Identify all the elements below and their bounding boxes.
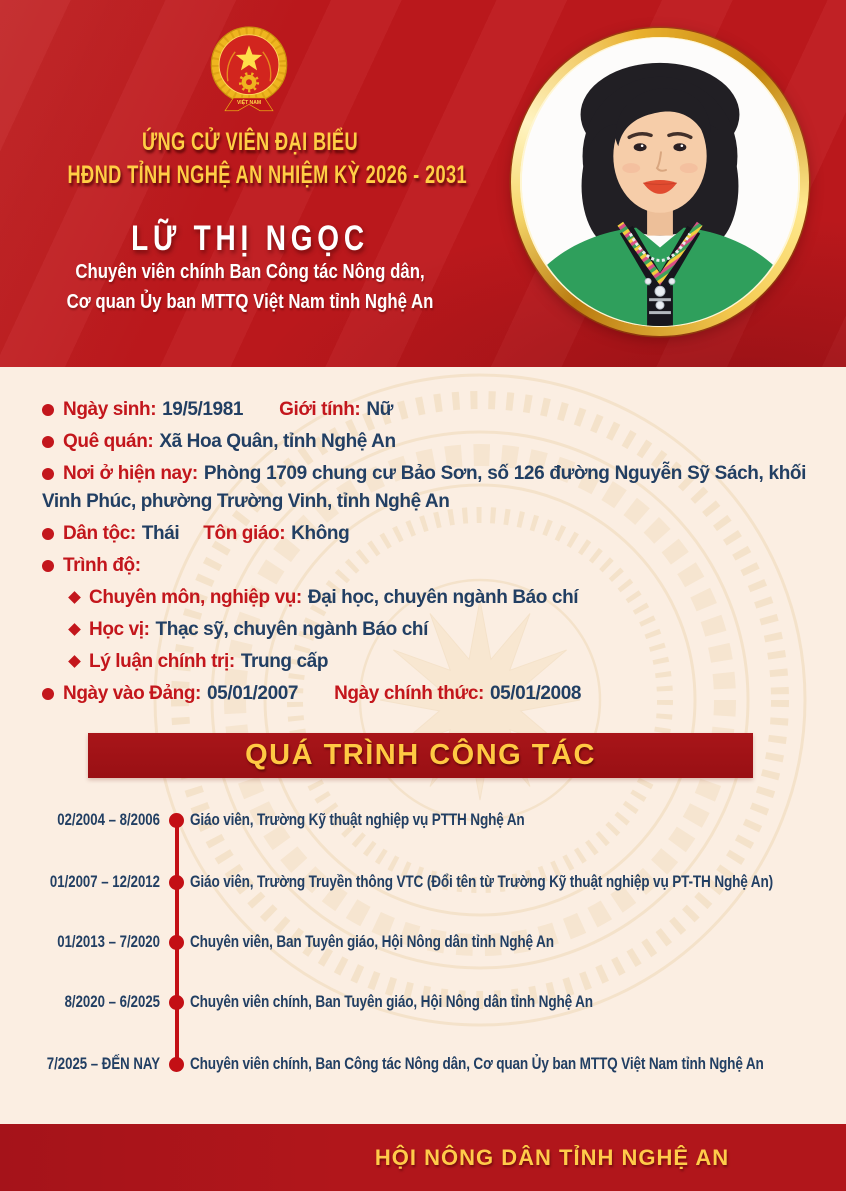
info-row-edu-prof (42, 584, 806, 612)
emblem-banner-text: VIỆT NAM (236, 99, 262, 106)
hometown-value: Xã Hoa Quân, tỉnh Nghệ An (159, 431, 396, 452)
party-join-label: Ngày vào Đảng: (63, 683, 201, 704)
poster-title-line2: HĐND TỈNH NGHỆ AN NHIỆM KỲ 2026 - 2031 (67, 161, 468, 189)
bullet-icon (42, 436, 54, 448)
timeline-dot (169, 995, 184, 1010)
bullet-icon (42, 688, 54, 700)
edu-degree-value: Thạc sỹ, chuyên ngành Báo chí (155, 619, 428, 640)
career-section-title: QUÁ TRÌNH CÔNG TÁC (245, 739, 596, 771)
timeline-dot (169, 875, 184, 890)
footer-organization: HỘI NÔNG DÂN TỈNH NGHỆ AN (374, 1145, 730, 1170)
info-row-ethnicity (42, 520, 806, 548)
residence-value: Phòng 1709 chung cư Bảo Sơn, số 126 đường Nguyễn Sỹ Sách, khối Vinh Phúc, phường Trường Vinh, tỉnh Nghệ An (42, 463, 806, 512)
info-row-education (42, 552, 806, 580)
personal-info-section (42, 396, 806, 708)
bullet-icon (42, 468, 54, 480)
poster-title-line1: ỨNG CỬ VIÊN ĐẠI BIỂU (141, 128, 359, 156)
candidate-portrait-illustration (520, 37, 800, 327)
candidate-position-line2: Cơ quan Ủy ban MTTQ Việt Nam tỉnh Nghệ An (66, 290, 434, 313)
timeline-role: Chuyên viên, Ban Tuyên giáo, Hội Nông dân tỉnh Nghệ An (190, 932, 554, 951)
timeline-period: 01/2013 – 7/2020 (57, 933, 160, 951)
party-official-value: 05/01/2008 (489, 683, 582, 704)
bullet-icon (42, 404, 54, 416)
residence-label: Nơi ở hiện nay: (63, 463, 198, 484)
diamond-icon (68, 623, 81, 636)
candidate-position-line1: Chuyên viên chính Ban Công tác Nông dân, (75, 260, 425, 283)
edu-politics-value: Trung cấp (240, 651, 329, 672)
education-label: Trình độ: (63, 555, 141, 576)
ethnicity-label: Dân tộc: (63, 523, 136, 544)
candidate-photo-frame (511, 28, 809, 336)
header-section (0, 0, 846, 367)
timeline-dot (169, 935, 184, 950)
birth-label: Ngày sinh: (63, 399, 157, 420)
timeline-role: Chuyên viên chính, Ban Tuyên giáo, Hội Nông dân tỉnh Nghệ An (190, 992, 593, 1011)
candidate-photo (520, 37, 800, 327)
info-row-hometown (42, 428, 806, 456)
info-row-edu-politics (42, 648, 806, 676)
diamond-icon (68, 591, 81, 604)
edu-politics-label: Lý luận chính trị: (89, 651, 235, 672)
bullet-icon (42, 528, 54, 540)
bullet-icon (42, 560, 54, 572)
timeline-dot (169, 813, 184, 828)
timeline-period: 7/2025 – ĐẾN NAY (46, 1055, 160, 1073)
info-row-edu-degree (42, 616, 806, 644)
birth-value: 19/5/1981 (162, 399, 244, 420)
edu-prof-label: Chuyên môn, nghiệp vụ: (89, 587, 302, 608)
timeline-period: 02/2004 – 8/2006 (57, 811, 160, 829)
gender-label: Giới tính: (279, 399, 361, 420)
candidate-name: LỮ THỊ NGỌC (131, 219, 369, 258)
timeline-role: Chuyên viên chính, Ban Công tác Nông dân, Cơ quan Ủy ban MTTQ Việt Nam tỉnh Nghệ An (190, 1054, 764, 1073)
career-section-header (88, 733, 753, 778)
religion-label: Tôn giáo: (203, 523, 286, 544)
gender-value: Nữ (366, 399, 394, 420)
emblem-banner (225, 98, 273, 111)
info-row-party (42, 680, 806, 708)
header-left-column (0, 0, 500, 367)
timeline-dot (169, 1057, 184, 1072)
national-emblem-icon (203, 24, 295, 122)
info-row-birth (42, 396, 806, 424)
edu-prof-value: Đại học, chuyên ngành Báo chí (307, 587, 579, 608)
info-row-residence (42, 460, 806, 516)
ethnicity-value: Thái (141, 523, 180, 544)
party-official-label: Ngày chính thức: (334, 683, 484, 704)
footer-band (0, 1124, 846, 1191)
edu-degree-label: Học vị: (89, 619, 150, 640)
hometown-label: Quê quán: (63, 431, 154, 452)
timeline-role: Giáo viên, Trường Truyền thông VTC (Đổi tên từ Trường Kỹ thuật nghiệp vụ PT-TH Nghệ An) (190, 872, 773, 891)
diamond-icon (68, 655, 81, 668)
timeline-role: Giáo viên, Trường Kỹ thuật nghiệp vụ PTTH Nghệ An (190, 810, 525, 829)
party-join-value: 05/01/2007 (207, 683, 299, 704)
religion-value: Không (291, 523, 350, 544)
timeline-period: 01/2007 – 12/2012 (49, 873, 161, 891)
timeline-period: 8/2020 – 6/2025 (64, 993, 160, 1011)
